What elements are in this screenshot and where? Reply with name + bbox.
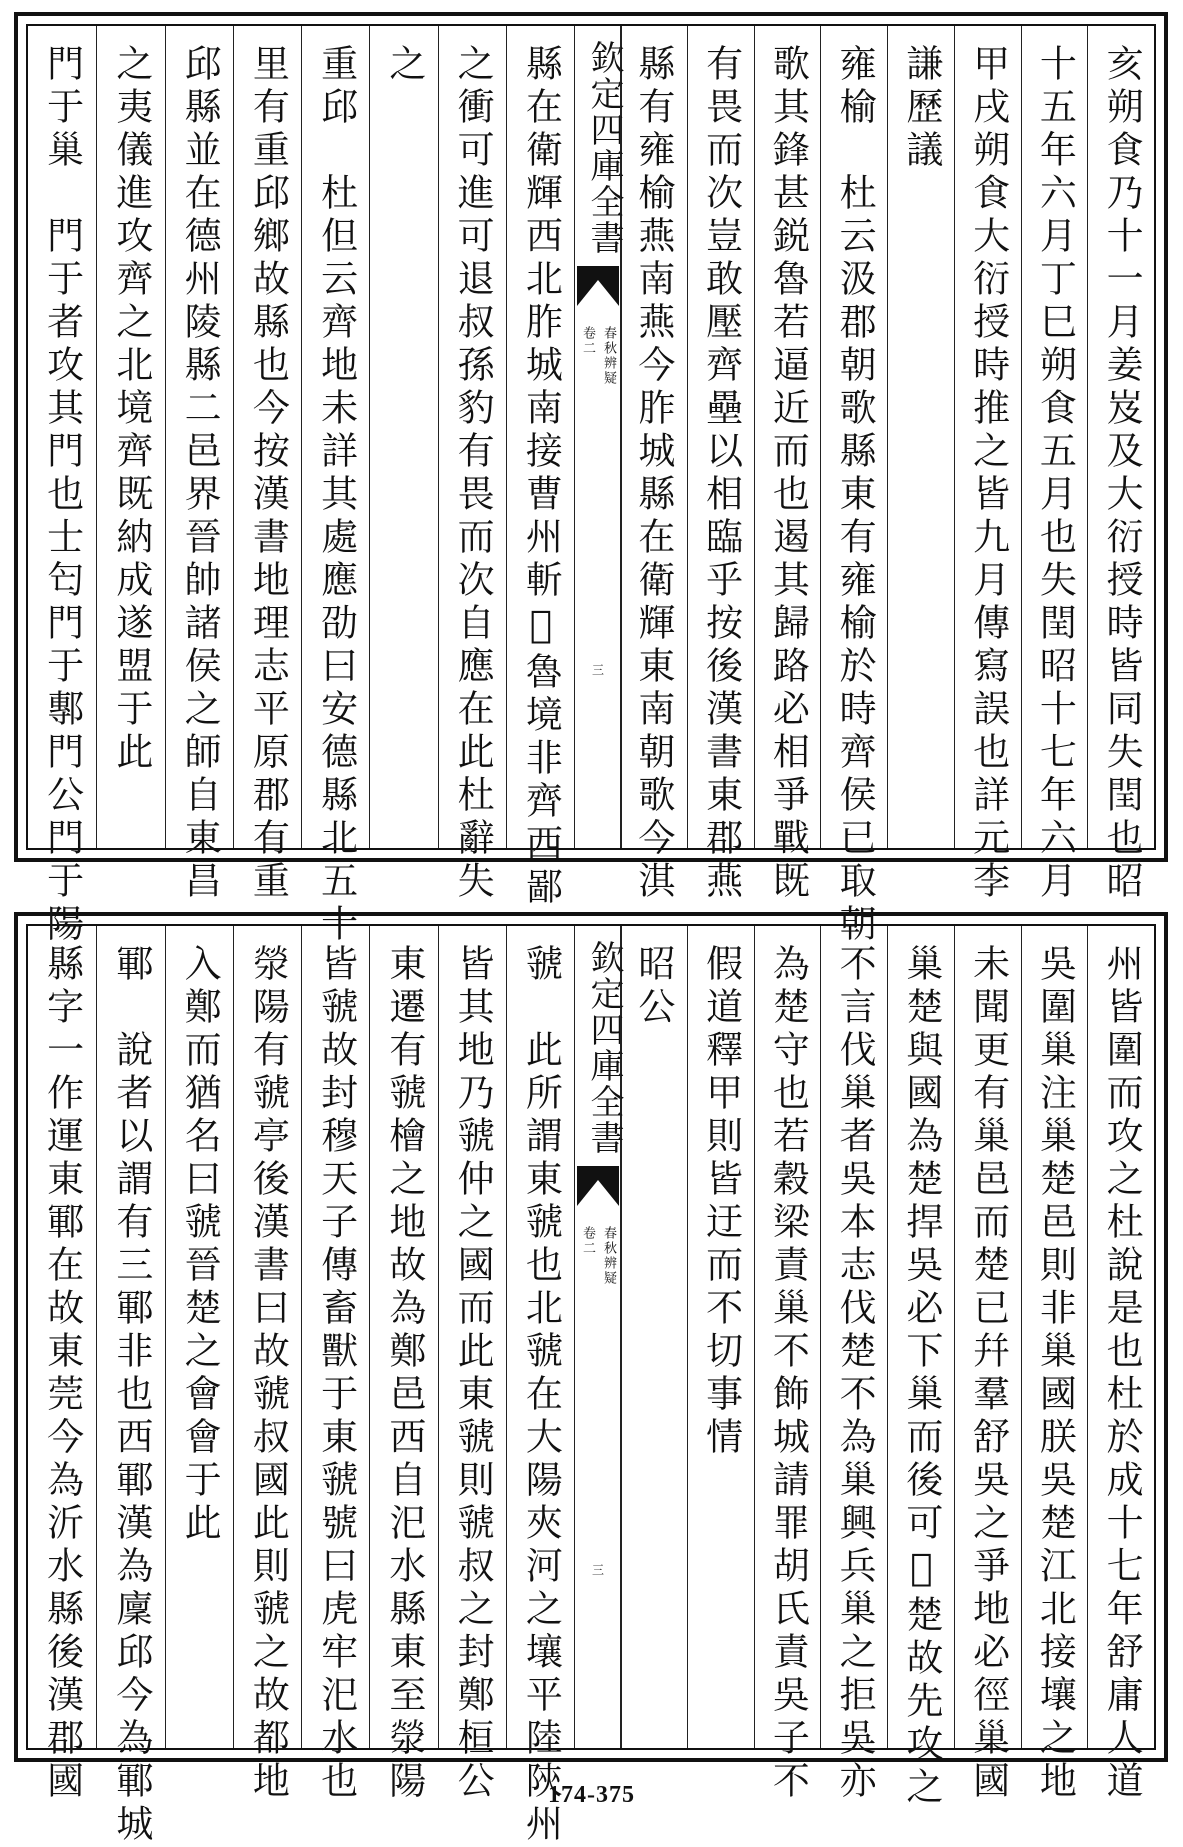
column-text: 入鄭而猶名曰虢晉楚之會會于此	[178, 944, 222, 1546]
column-text: 鄆 說者以謂有三鄆非也西鄆漢為廩邱今為鄆城	[109, 944, 153, 1847]
gutter-subtitle	[577, 1226, 619, 1386]
gutter-folio: 三	[591, 663, 604, 677]
column-text: 里有重邱鄉故縣也今按漢書地理志平原郡有重	[246, 44, 290, 904]
column-text: 之	[382, 44, 426, 87]
text-column	[506, 26, 575, 910]
text-column	[687, 926, 755, 1748]
text-column	[96, 926, 165, 1847]
fishtail-mark-icon	[577, 266, 619, 306]
text-column	[954, 26, 1022, 904]
center-gutter	[574, 26, 622, 848]
text-column	[369, 26, 438, 848]
column-text: 巢楚與國為楚捍吳必下巢而後可𨮵楚故先攻之	[899, 944, 943, 1810]
text-column	[96, 26, 165, 848]
text-column	[301, 26, 370, 947]
column-text: 甲戌朔食大衍授時推之皆九月傳寫誤也詳元李	[966, 44, 1010, 904]
text-column	[28, 26, 96, 947]
column-text: 吳圍巢注巢楚邑則非巢國朕吳楚江北接壤之地	[1033, 944, 1077, 1804]
text-column	[438, 926, 507, 1804]
column-text: 縣在衛輝西北胙城南接曹州斬𨮵魯境非齊西鄙	[519, 44, 563, 910]
text-column	[820, 26, 888, 947]
column-text: 之夷儀進攻齊之北境齊既納成遂盟于此	[109, 44, 153, 775]
column-text: 不言伐巢者吳本志伐楚不為巢興兵巢之拒吳亦	[833, 944, 877, 1804]
column-text: 門于巢 門于者攻其門也士匄門于鄟門公門于陽	[40, 44, 84, 947]
text-column	[165, 926, 234, 1748]
gutter-book: 春秋辨疑	[601, 326, 616, 386]
column-text: 滎陽有虢亭後漢書曰故虢叔國此則虢之故都地	[246, 944, 290, 1804]
page-number: 174-375	[548, 1782, 635, 1808]
top-page-frame	[26, 24, 1156, 947]
column-text: 東遷有虢檜之地故為鄭邑西自汜水縣東至滎陽	[382, 944, 426, 1804]
gutter-title: 欽定四庫全書	[584, 40, 624, 256]
text-column	[1021, 26, 1089, 904]
text-column	[620, 926, 687, 1748]
column-rule	[620, 926, 621, 1748]
text-column	[820, 926, 888, 1804]
column-text: 亥朔食乃十一月姜岌及大衍授時皆同失閏也昭	[1100, 44, 1144, 904]
column-text: 有畏而次豈敢壓齊壘以相臨乎按後漢書東郡燕	[699, 44, 743, 904]
column-text: 十五年六月丁巳朔食五月也失閏昭十七年六月	[1033, 44, 1077, 904]
text-column	[28, 926, 96, 1804]
column-text: 雍榆 杜云汲郡朝歌縣東有雍榆於時齊侯已取朝	[833, 44, 877, 947]
text-column	[1087, 926, 1155, 1804]
text-column	[754, 926, 822, 1804]
gutter-juan: 卷二	[580, 326, 595, 356]
gutter-subtitle	[577, 326, 619, 486]
text-column	[1087, 26, 1155, 904]
gutter-folio: 三	[591, 1563, 604, 1577]
column-text: 歌其鋒甚鋭魯若逼近而也遏其歸路必相爭戰既	[766, 44, 810, 904]
column-text: 昭公	[631, 944, 675, 1030]
text-column	[620, 26, 687, 904]
text-column	[1021, 926, 1089, 1804]
column-text: 未聞更有巢邑而楚已幷羣舒吳之爭地必徑巢國	[966, 944, 1010, 1804]
column-text: 皆其地乃虢仲之國而此東虢則虢叔之封鄭桓公	[451, 944, 495, 1804]
column-text: 重邱 杜但云齊地未詳其處應劭曰安德縣北五十	[314, 44, 358, 947]
text-column	[165, 26, 234, 904]
gutter-juan: 卷二	[580, 1226, 595, 1256]
column-text: 假道釋甲則皆迂而不切事情	[699, 944, 743, 1460]
column-text: 虢 此所謂東虢也北虢在大陽夾河之壤平陸陝州	[519, 944, 563, 1847]
text-column	[687, 26, 755, 904]
column-text: 縣有雍榆燕南燕今胙城縣在衛輝東南朝歌今淇	[631, 44, 675, 904]
fishtail-mark-icon	[577, 1166, 619, 1206]
gutter-book: 春秋辨疑	[601, 1226, 616, 1286]
text-column	[438, 26, 507, 904]
column-text: 謙歷議	[899, 44, 943, 173]
text-column	[233, 926, 302, 1804]
text-column	[954, 926, 1022, 1804]
column-text: 為楚守也若穀梁責巢不飾城請罪胡氏責吳子不	[766, 944, 810, 1804]
column-text: 州皆圍而攻之杜說是也杜於成十七年舒庸人道	[1100, 944, 1144, 1804]
text-column	[301, 926, 370, 1804]
column-text: 縣字一作運東鄆在故東莞今為沂水縣後漢郡國	[40, 944, 84, 1804]
text-column	[887, 926, 955, 1810]
column-text: 之衝可進可退叔孫豹有畏而次自應在此杜辭失	[451, 44, 495, 904]
text-column	[369, 926, 438, 1804]
column-text: 邱縣並在德州陵縣二邑界晉帥諸侯之師自東昌	[178, 44, 222, 904]
gutter-title: 欽定四庫全書	[584, 940, 624, 1156]
text-column	[887, 26, 955, 848]
center-gutter	[574, 926, 622, 1748]
column-rule	[620, 26, 621, 848]
text-column	[754, 26, 822, 904]
top-page	[14, 12, 1168, 947]
column-text: 皆虢故封穆天子傳畜獸于東虢號曰虎牢汜水也	[314, 944, 358, 1804]
text-column	[233, 26, 302, 904]
text-column	[506, 926, 575, 1847]
